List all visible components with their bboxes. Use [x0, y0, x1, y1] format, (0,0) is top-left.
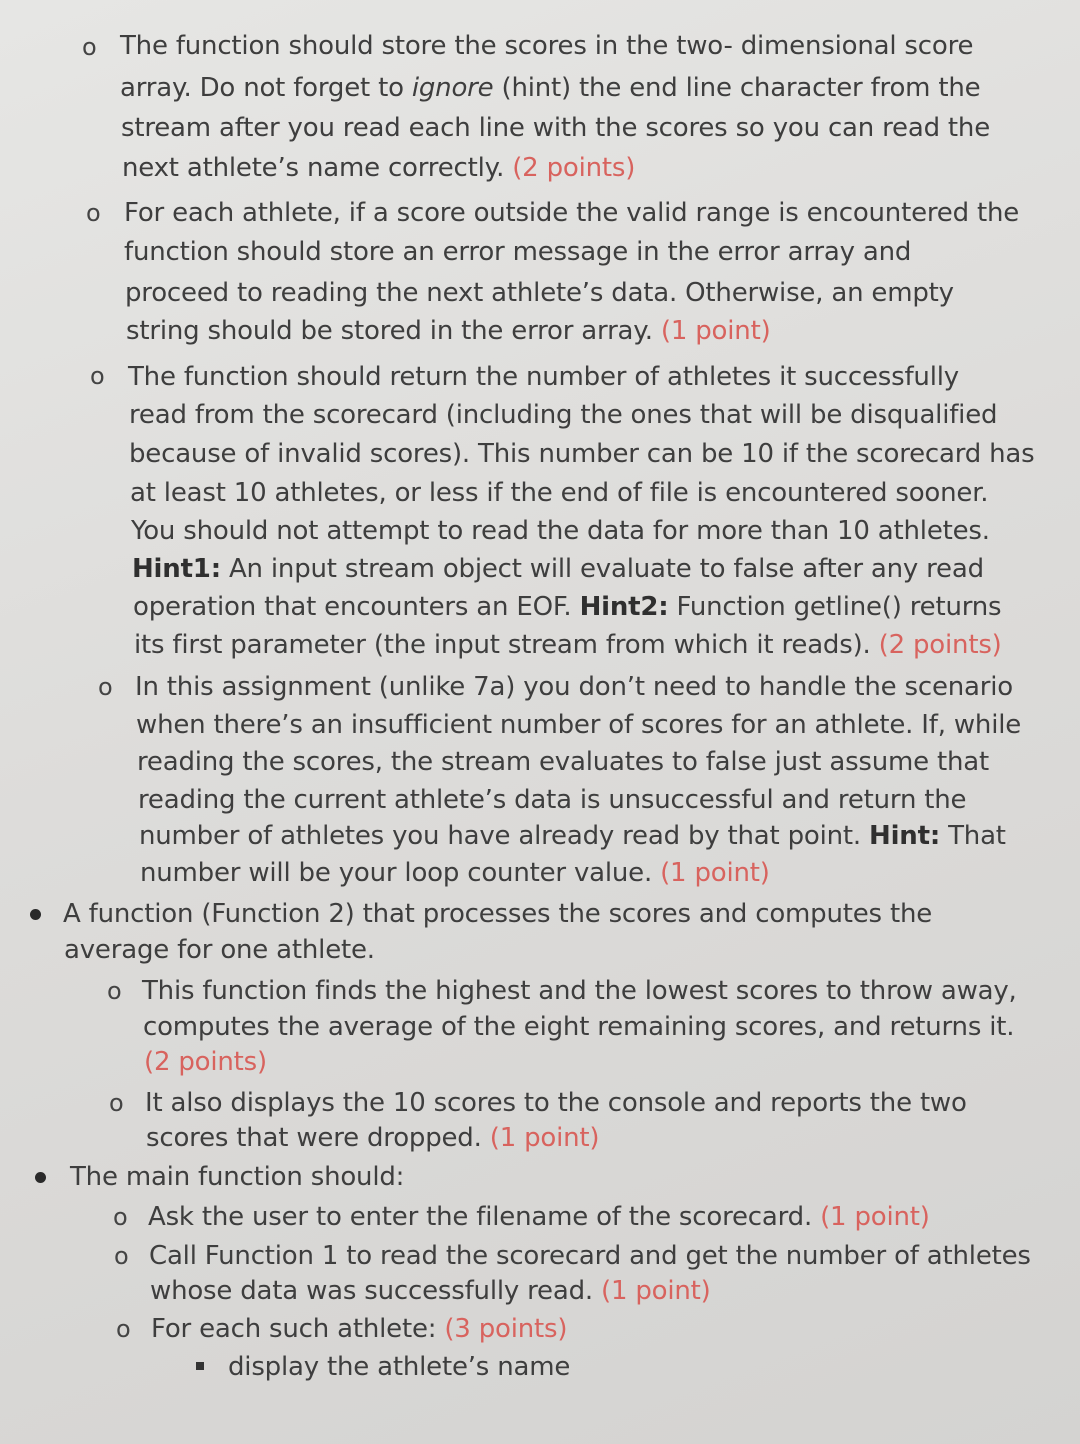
hollow-bullet-icon: o — [98, 673, 113, 701]
document-page: o The function should store the scores in the two- dimensional score array. Do not forget to ignore (hint) the end line character from the stream after you read each line with the scores so you can read the next athlete’s name correctly. (2 points) o For each athlete, if a score outside the valid range is encountered the function should store an error message in the error array and proceed to reading the next athlete’s data. Otherwise, an empty string should be stored in the error array. (1 point) o The function should return the number of athletes it successfully read from the scorecard (including the ones that will be disqualified because of invalid scores). This number can be 10 if the scorecard has at least 10 athletes, or less if the end of file is encountered sooner. You should not attempt to read the data for more than 10 athletes. Hint1: An input stream object will evaluate to false after any read operation that encounters an EOF. Hint2: Function getline() returns its first parameter (the input stream from which it reads). (2 points) o In this assignment (unlike 7a) you don’t need to handle the scenario when there’s an insufficient number of scores for an athlete. If, while reading the scores, the stream evaluates to false just assume that reading the current athlete’s data is unsuccessful and return the number of athletes you have already read by that point. Hint: That number will be your loop counter value. (1 point) A function (Function 2) that processes the scores and computes the average for one athlete. o This function finds the highest and the lowest scores to throw away, computes the average of the eight remaining scores, and returns it. (2 points) o It also displays the 10 scores to the console and reports the two scores that were dropped. (1 point) The main function should: o Ask the user to enter the filename of the scorecard. (1 point) o Call Function 1 to read the scorecard and get the number of athletes whose data was successfully read. (1 point) o For each such athlete: (3 points) display the athlete’s name — [0, 0, 1080, 1444]
points-label: (2 points) — [878, 630, 1002, 660]
hollow-bullet-icon: o — [116, 1315, 131, 1343]
filled-bullet-icon — [30, 909, 41, 920]
hollow-bullet-icon: o — [114, 1242, 129, 1270]
points-label: (1 point) — [489, 1123, 600, 1153]
hollow-bullet-icon: o — [90, 362, 105, 390]
hollow-bullet-icon: o — [113, 1203, 128, 1231]
points-label: (1 point) — [660, 858, 770, 888]
hollow-bullet-icon: o — [107, 977, 122, 1005]
hollow-bullet-icon: o — [82, 33, 97, 61]
points-label: (3 points) — [444, 1314, 568, 1344]
hollow-bullet-icon: o — [109, 1089, 124, 1117]
hollow-bullet-icon: o — [86, 199, 101, 227]
points-label: (2 points) — [144, 1047, 267, 1077]
points-label: (2 points) — [512, 153, 636, 183]
points-label: (1 point) — [820, 1202, 930, 1232]
square-bullet-icon — [196, 1362, 204, 1370]
points-label: (1 point) — [660, 316, 771, 346]
filled-bullet-icon — [35, 1172, 46, 1183]
points-label: (1 point) — [601, 1276, 711, 1306]
